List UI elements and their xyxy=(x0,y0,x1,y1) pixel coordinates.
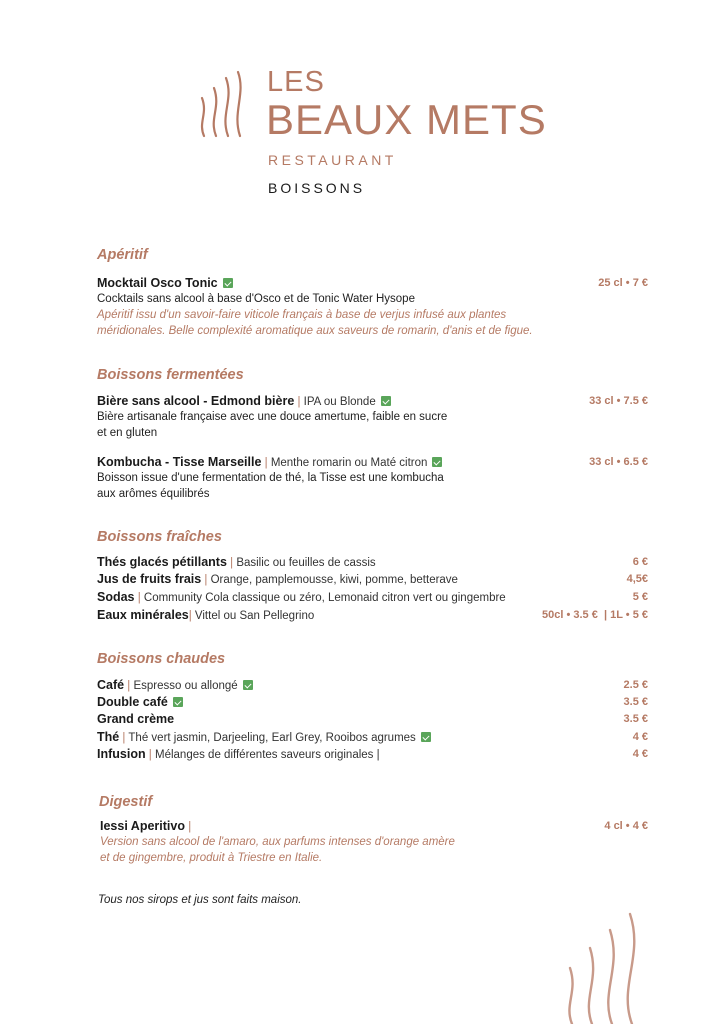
item-note: méridionales. Belle complexité aromatique aux saveurs de romarin, d'anis et de figue. xyxy=(97,325,533,337)
menu-item-double-cafe xyxy=(97,694,648,710)
item-separator: | xyxy=(226,557,237,569)
item-separator: | xyxy=(145,749,155,761)
item-name: Kombucha - Tisse Marseille xyxy=(97,455,262,469)
item-price: 33 cl • 6.5 € xyxy=(589,456,648,468)
item-detail: Community Cola classique ou zéro, Lemonaid citron vert ou gingembre xyxy=(143,592,506,604)
item-note: Apéritif issu d'un savoir-faire viticole français à base de verjus infusé aux plantes xyxy=(97,309,507,321)
menu-item-thes-glaces xyxy=(97,554,648,570)
page-title: BOISSONS xyxy=(268,180,366,196)
organic-label-icon xyxy=(243,680,253,690)
item-price: 6 € xyxy=(632,556,648,568)
item-price: 2.5 € xyxy=(623,679,648,691)
menu-item-mocktail xyxy=(97,275,648,291)
item-detail: Mélanges de différentes saveurs originales | xyxy=(155,749,380,761)
item-separator: | xyxy=(188,610,195,622)
item-description: Bière artisanale française avec une douce amertume, faible en sucre xyxy=(97,411,448,423)
item-price: 25 cl • 7 € xyxy=(598,277,648,289)
item-name: Thé xyxy=(97,730,120,744)
item-description: Boisson issue d'une fermentation de thé, la Tisse est une kombucha xyxy=(97,472,444,484)
item-separator: | xyxy=(185,821,192,833)
menu-item-iessi xyxy=(100,818,648,834)
item-note: et de gingembre, produit à Triestre en Italie. xyxy=(100,852,323,864)
organic-label-icon xyxy=(381,396,391,406)
section-title-aperitif: Apéritif xyxy=(97,247,148,263)
item-name: Mocktail Osco Tonic xyxy=(97,276,218,290)
brand-name-top: LES xyxy=(267,66,325,98)
menu-item-kombucha xyxy=(97,454,648,470)
item-name: Double café xyxy=(97,695,168,709)
menu-item-biere xyxy=(97,393,648,409)
item-price: 3.5 € xyxy=(623,713,648,725)
brand-subtitle: RESTAURANT xyxy=(268,152,397,168)
item-price: 5 € xyxy=(632,591,648,603)
organic-label-icon xyxy=(223,278,233,288)
organic-label-icon xyxy=(432,457,442,467)
menu-item-cafe xyxy=(97,677,648,693)
item-separator: | xyxy=(201,574,211,586)
item-description: Cocktails sans alcool à base d'Osco et de Tonic Water Hysope xyxy=(97,293,415,305)
item-description: et en gluten xyxy=(97,427,158,439)
menu-item-sodas xyxy=(97,589,648,605)
item-separator: | xyxy=(294,396,304,408)
item-name: Café xyxy=(97,678,125,692)
decorative-waves-icon xyxy=(560,908,660,1024)
item-detail: Orange, pamplemousse, kiwi, pomme, betterave xyxy=(210,574,458,586)
organic-label-icon xyxy=(421,732,431,742)
logo-waves-icon xyxy=(196,70,250,140)
item-separator: | xyxy=(119,732,129,744)
item-separator: | xyxy=(261,457,271,469)
organic-label-icon xyxy=(173,697,183,707)
item-price: 3.5 € xyxy=(623,696,648,708)
item-name: Infusion xyxy=(97,747,146,761)
footer-note: Tous nos sirops et jus sont faits maison. xyxy=(98,894,302,906)
item-detail: Espresso ou allongé xyxy=(133,680,238,692)
item-price: 50cl • 3.5 € | 1L • 5 € xyxy=(542,609,648,621)
item-price: 4 € xyxy=(632,731,648,743)
item-price: 33 cl • 7.5 € xyxy=(589,395,648,407)
item-name: Jus de fruits frais xyxy=(97,572,202,586)
item-price: 4,5€ xyxy=(626,573,648,585)
item-separator: | xyxy=(124,680,134,692)
section-title-digestif: Digestif xyxy=(99,794,153,810)
section-title-fermentees: Boissons fermentées xyxy=(97,367,244,383)
item-name: Thés glacés pétillants xyxy=(97,555,227,569)
item-price: 4 € xyxy=(632,748,648,760)
item-description: aux arômes équilibrés xyxy=(97,488,210,500)
menu-item-eaux xyxy=(97,607,648,623)
item-options: IPA ou Blonde xyxy=(303,396,376,408)
item-separator: | xyxy=(134,592,144,604)
item-name: Eaux minérales xyxy=(97,608,189,622)
menu-item-jus xyxy=(97,571,648,587)
item-detail: Vittel ou San Pellegrino xyxy=(194,610,315,622)
item-detail: Basilic ou feuilles de cassis xyxy=(236,557,376,569)
menu-item-grand-creme xyxy=(97,711,648,727)
item-name: Iessi Aperitivo xyxy=(100,819,185,833)
brand-name: BEAUX METS xyxy=(266,96,547,143)
section-title-chaudes: Boissons chaudes xyxy=(97,651,226,667)
item-name: Sodas xyxy=(97,590,135,604)
item-note: Version sans alcool de l'amaro, aux parfums intenses d'orange amère xyxy=(100,836,455,848)
item-detail: Thé vert jasmin, Darjeeling, Earl Grey, Rooibos agrumes xyxy=(128,732,416,744)
menu-item-infusion xyxy=(97,746,648,762)
section-title-fraiches: Boissons fraîches xyxy=(97,529,222,545)
menu-item-the xyxy=(97,729,648,745)
item-price: 4 cl • 4 € xyxy=(604,820,648,832)
item-name: Grand crème xyxy=(97,712,175,726)
item-options: Menthe romarin ou Maté citron xyxy=(270,457,428,469)
item-name: Bière sans alcool - Edmond bière xyxy=(97,394,295,408)
